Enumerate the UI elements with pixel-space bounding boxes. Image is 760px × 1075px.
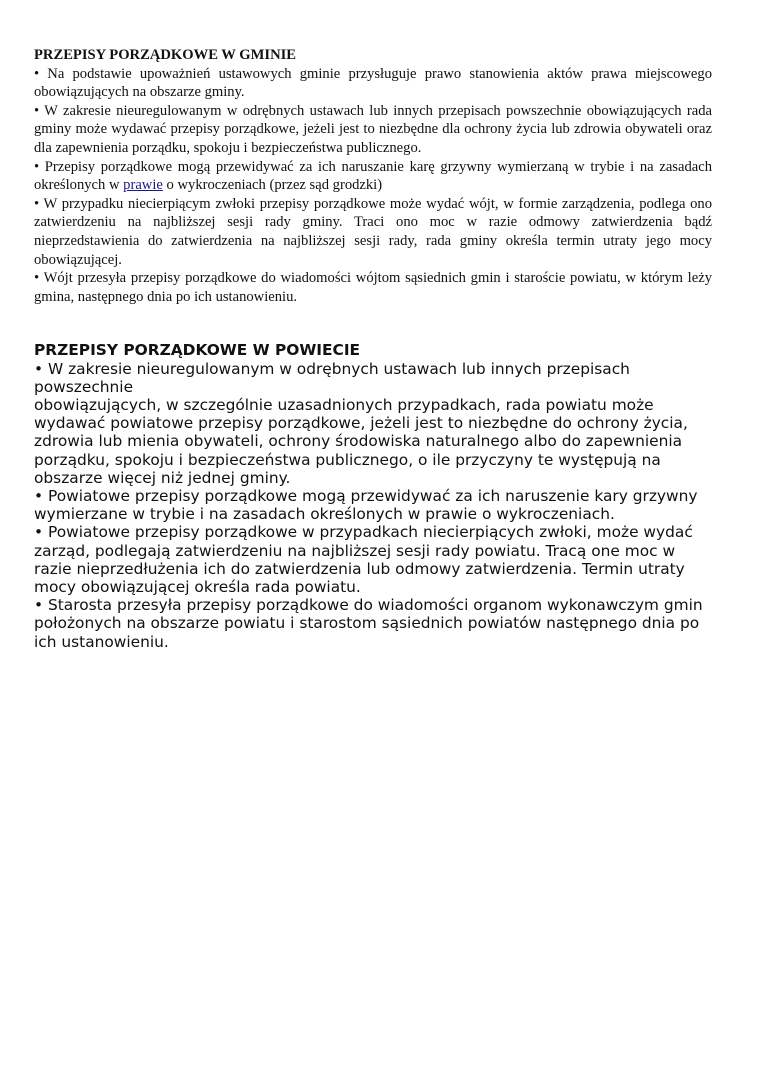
bullet-icon: •: [34, 102, 40, 119]
powiat-paragraph-1-line-1: [34, 360, 712, 396]
powiat-paragraph-1-text-b: obowiązujących, w szczególnie uzasadnionych przypadkach, rada powiatu może wydawać powiatowe przepisy porządkowe, jeżeli jest to niezbędne do ochrony życia, zdrowia lub mienia obywateli, ochrony środowiska naturalnego albo do zapewnienia porządku, spokoju i bezpieczeństwa publicznego, o ile przyczyny te występują na obszarze więcej niż jednej gminy.: [34, 395, 688, 487]
bullet-icon: •: [34, 523, 44, 542]
gmina-paragraph-2-text: W zakresie nieuregulowanym w odrębnych ustawach lub innych przepisach powszechnie obowiązujących rada gminy może wydawać przepisy porządkowe, jeżeli jest to niezbędne dla ochrony życia lub zdrowia obywateli oraz dla zapewnienia porządku, spokoju i bezpieczeństwa publicznego.: [34, 102, 712, 156]
gmina-paragraph-3-text-before: Przepisy porządkowe mogą przewidywać za ich naruszanie karę grzywny wymierzaną w trybie i na zasadach określonych w: [34, 158, 712, 194]
powiat-paragraph-1-line-2: [34, 396, 712, 487]
section-powiat-title: PRZEPISY PORZĄDKOWE W POWIECIE: [34, 341, 361, 360]
powiat-paragraph-3: [34, 523, 712, 596]
section-gmina: [34, 46, 712, 306]
gmina-paragraph-4-text: W przypadku niecierpiącym zwłoki przepisy porządkowe może wydać wójt, w formie zarządzenia, podlega ono zatwierdzeniu na najbliższej sesji rady gminy. Traci ono moc w razie odmowy zatwierdzenia bądź nieprzedstawienia do zatwierdzenia na najbliższej sesji rady, rada gminy określa termin utraty jego mocy obowiązującej.: [34, 195, 712, 268]
gmina-paragraph-2: [34, 102, 712, 158]
bullet-icon: •: [34, 65, 40, 82]
bullet-icon: •: [34, 596, 44, 615]
bullet-icon: •: [34, 158, 40, 175]
powiat-paragraph-1-text-a: W zakresie nieuregulowanym w odrębnych ustawach lub innych przepisach powszechnie: [34, 359, 630, 396]
document-page: [34, 46, 712, 651]
powiat-paragraph-4-text: Starosta przesyła przepisy porządkowe do wiadomości organom wykonawczym gmin położonych na obszarze powiatu i starostom sąsiednich powiatów następnego dnia po ich ustanowieniu.: [34, 596, 703, 651]
gmina-paragraph-3-text-after: o wykroczeniach (przez sąd grodzki): [162, 177, 383, 194]
bullet-icon: •: [34, 486, 44, 505]
section-gmina-title: PRZEPISY PORZĄDKOWE W GMINIE: [34, 47, 297, 63]
powiat-paragraph-2: [34, 487, 712, 523]
gmina-paragraph-5-text: Wójt przesyła przepisy porządkowe do wiadomości wójtom sąsiednich gmin i staroście powiatu, w którym leży gmina, następnego dnia po ich ustanowieniu.: [34, 270, 712, 305]
gmina-paragraph-4: [34, 195, 712, 269]
powiat-paragraph-3-text: Powiatowe przepisy porządkowe w przypadkach niecierpiących zwłoki, może wydać zarząd, podlegają zatwierdzeniu na najbliższej sesji rady powiatu. Tracą one moc w razie nieprzedłużenia ich do zatwierdzenia lub odmowy zatwierdzenia. Termin utraty mocy obowiązującej określa rada powiatu.: [34, 523, 693, 596]
bullet-icon: •: [34, 270, 40, 287]
bullet-icon: •: [34, 195, 40, 212]
section-powiat: [34, 341, 712, 650]
powiat-paragraph-4: [34, 596, 712, 651]
gmina-paragraph-1: [34, 65, 712, 102]
powiat-paragraph-2-text: Powiatowe przepisy porządkowe mogą przewidywać za ich naruszenie kary grzywny wymierzane w trybie i na zasadach określonych w prawie o wykroczeniach.: [34, 486, 698, 524]
gmina-paragraph-1-text: Na podstawie upoważnień ustawowych gminie przysługuje prawo stanowienia aktów prawa miejscowego obowiązujących na obszarze gminy.: [34, 65, 712, 101]
bullet-icon: •: [34, 359, 44, 378]
gmina-paragraph-5: [34, 269, 712, 306]
gmina-paragraph-3: [34, 158, 712, 195]
prawie-link[interactable]: prawie: [123, 177, 163, 194]
